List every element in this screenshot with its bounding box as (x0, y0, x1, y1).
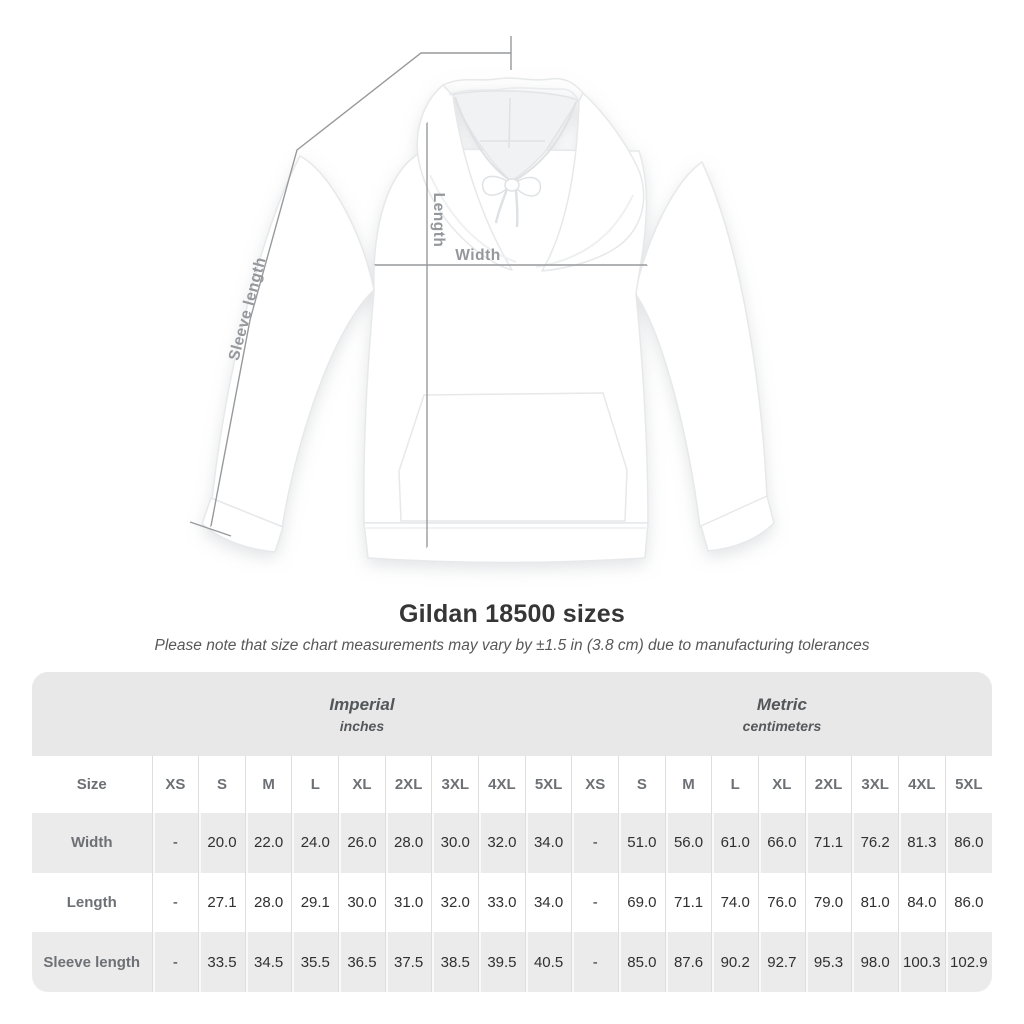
imperial-value-cell: 37.5 (385, 932, 432, 992)
metric-size-col: 3XL (852, 756, 899, 813)
measurement-row-label: Sleeve length (43, 953, 141, 971)
metric-value-cell: 102.9 (945, 932, 992, 992)
imperial-value-cell: - (152, 873, 199, 933)
imperial-value-cell: - (152, 813, 199, 873)
imperial-size-col: 3XL (432, 756, 479, 813)
imperial-value-cell: 34.0 (525, 873, 572, 933)
metric-value-cell: 85.0 (619, 932, 666, 992)
imperial-value-cell: 30.0 (339, 873, 386, 933)
metric-value-cell: 81.3 (899, 813, 946, 873)
metric-value-cell: 76.2 (852, 813, 899, 873)
imperial-value-cell: 36.5 (339, 932, 386, 992)
metric-value-cell: 95.3 (805, 932, 852, 992)
length-label: Length (430, 192, 447, 248)
imperial-value-cell: 28.0 (385, 813, 432, 873)
metric-value-cell: 61.0 (712, 813, 759, 873)
metric-value-cell: 51.0 (619, 813, 666, 873)
imperial-value-cell: 27.1 (199, 873, 246, 933)
imperial-value-cell: 38.5 (432, 932, 479, 992)
hoodie-illustration (202, 78, 774, 562)
imperial-section-header (152, 672, 572, 756)
metric-size-col: XS (572, 756, 619, 813)
imperial-size-col: S (199, 756, 246, 813)
imperial-value-cell: 22.0 (245, 813, 292, 873)
imperial-size-col: 4XL (479, 756, 526, 813)
imperial-size-col: L (292, 756, 339, 813)
metric-size-col: 2XL (805, 756, 852, 813)
metric-value-cell: 74.0 (712, 873, 759, 933)
metric-value-cell: 69.0 (619, 873, 666, 933)
metric-value-cell: 81.0 (852, 873, 899, 933)
imperial-value-cell: 35.5 (292, 932, 339, 992)
imperial-value-cell: 31.0 (385, 873, 432, 933)
imperial-value-cell: 28.0 (245, 873, 292, 933)
imperial-value-cell: 32.0 (479, 813, 526, 873)
imperial-subtitle: inches (339, 717, 385, 734)
metric-value-cell: 100.3 (899, 932, 946, 992)
metric-value-cell: 84.0 (899, 873, 946, 933)
imperial-value-cell: 26.0 (339, 813, 386, 873)
metric-value-cell: 87.6 (665, 932, 712, 992)
imperial-value-cell: 32.0 (432, 873, 479, 933)
size-table-body (32, 813, 992, 992)
metric-value-cell: 98.0 (852, 932, 899, 992)
metric-size-col: S (619, 756, 666, 813)
imperial-value-cell: 33.5 (199, 932, 246, 992)
measurement-row (32, 813, 992, 873)
width-label: Width (455, 247, 501, 264)
metric-value-cell: 71.1 (665, 873, 712, 933)
imperial-value-cell: 40.5 (525, 932, 572, 992)
hoodie-pocket (399, 393, 627, 521)
imperial-size-col: XS (152, 756, 199, 813)
metric-subtitle: centimeters (742, 717, 822, 734)
hoodie-right-sleeve (635, 162, 767, 527)
metric-value-cell: - (572, 873, 619, 933)
metric-value-cell: - (572, 813, 619, 873)
imperial-value-cell: 33.0 (479, 873, 526, 933)
metric-value-cell: 92.7 (759, 932, 806, 992)
metric-value-cell: 66.0 (759, 813, 806, 873)
metric-size-col: 4XL (899, 756, 946, 813)
metric-value-cell: 79.0 (805, 873, 852, 933)
imperial-value-cell: 20.0 (199, 813, 246, 873)
metric-title: Metric (756, 694, 807, 714)
imperial-value-cell: 29.1 (292, 873, 339, 933)
metric-value-cell: 71.1 (805, 813, 852, 873)
metric-value-cell: 76.0 (759, 873, 806, 933)
size-header: Size (76, 776, 107, 793)
imperial-value-cell: 34.0 (525, 813, 572, 873)
imperial-size-col: 2XL (385, 756, 432, 813)
imperial-value-cell: 39.5 (479, 932, 526, 992)
metric-value-cell: 86.0 (945, 873, 992, 933)
metric-value-cell: 56.0 (665, 813, 712, 873)
imperial-size-col: XL (339, 756, 386, 813)
metric-section-header (572, 672, 992, 756)
imperial-value-cell: 34.5 (245, 932, 292, 992)
measurement-row (32, 932, 992, 992)
measurement-row (32, 873, 992, 933)
measurement-row-label: Length (66, 893, 117, 911)
imperial-value-cell: - (152, 932, 199, 992)
metric-size-col: XL (759, 756, 806, 813)
metric-value-cell: 86.0 (945, 813, 992, 873)
size-chart-table (32, 672, 992, 992)
page-title: Gildan 18500 sizes (399, 600, 625, 628)
measurement-row-label: Width (70, 834, 113, 852)
metric-value-cell: - (572, 932, 619, 992)
imperial-value-cell: 24.0 (292, 813, 339, 873)
imperial-title: Imperial (329, 694, 395, 714)
size-header-row (32, 756, 992, 813)
imperial-size-col: M (245, 756, 292, 813)
metric-size-col: 5XL (945, 756, 992, 813)
sleeve-length-label: Sleeve length (225, 255, 270, 363)
metric-size-col: M (665, 756, 712, 813)
hoodie-hem (364, 523, 648, 563)
imperial-value-cell: 30.0 (432, 813, 479, 873)
unit-header-row (32, 672, 992, 756)
tolerance-note: Please note that size chart measurements may vary by ±1.5 in (3.8 cm) due to manufacturing tolerances (154, 637, 870, 654)
metric-size-col: L (712, 756, 759, 813)
metric-value-cell: 90.2 (712, 932, 759, 992)
imperial-size-col: 5XL (525, 756, 572, 813)
unit-corner-cell (32, 672, 152, 756)
